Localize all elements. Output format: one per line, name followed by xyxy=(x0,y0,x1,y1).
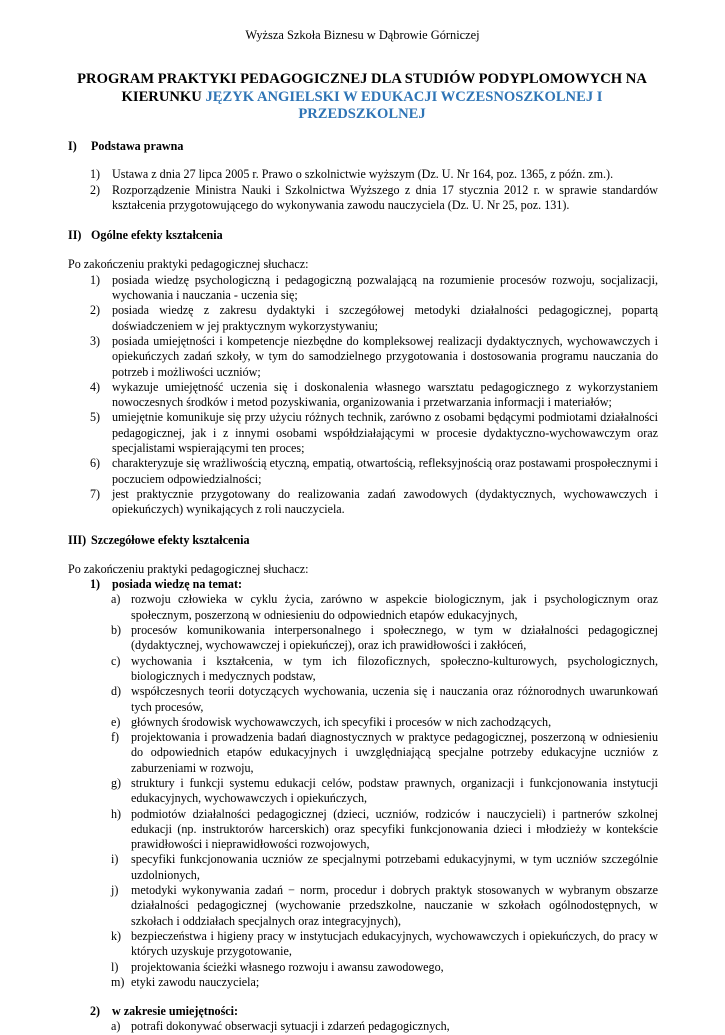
item-letter: f) xyxy=(111,730,120,745)
item-text: potrafi dokonywać obserwacji sytuacji i zdarzeń pedagogicznych, xyxy=(131,1019,450,1034)
general-outcomes-list xyxy=(68,273,658,518)
list-item xyxy=(90,487,658,518)
item-letter: e) xyxy=(111,714,121,729)
list-item xyxy=(90,334,658,380)
section-title: Podstawa prawna xyxy=(91,139,184,153)
list-item xyxy=(111,715,658,730)
section-heading xyxy=(68,228,658,243)
item-number: 7) xyxy=(90,486,101,501)
item-letter: c) xyxy=(111,653,121,668)
item-text: etyki zawodu nauczyciela; xyxy=(131,974,260,989)
list-item xyxy=(111,960,658,975)
item-letter: d) xyxy=(111,684,122,699)
section-intro: Po zakończeniu praktyki pedagogicznej słuchacz: xyxy=(68,561,309,576)
subsection-heading xyxy=(68,1004,658,1019)
list-item xyxy=(90,273,658,304)
item-letter: l) xyxy=(111,959,119,974)
list-item xyxy=(111,730,658,776)
item-letter: h) xyxy=(111,806,122,821)
item-text: projektowania i prowadzenia badań diagnostycznych w praktyce pedagogicznej, poszerzoną w odniesieniu do odpowiednich etapów edukacyjnych i uwzględniającą specjalne potrzeby edukacyjne uczniów z zaburzeniami w rozwoju, xyxy=(131,730,658,775)
list-item xyxy=(90,456,658,487)
item-text: posiada wiedzę psychologiczną i pedagogiczną pozwalającą na rozumienie procesów rozwoju, socjalizacji, wychowania i nauczania - uczenia się; xyxy=(112,272,658,303)
item-text: Rozporządzenie Ministra Nauki i Szkolnictwa Wyższego z dnia 17 stycznia 2012 r. w sprawie standardów kształcenia przygotowującego do wykonywania zawodu nauczyciela (Dz. U. Nr 25, poz. 131). xyxy=(112,182,658,212)
section-title: Ogólne efekty kształcenia xyxy=(91,228,223,243)
document-body xyxy=(68,139,658,1035)
item-text: rozwoju człowieka w cyklu życia, zarówno w aspekcie biologicznym, jak i psychologicznym oraz społecznym, poszerzoną w odniesieniu do odpowiednich etapów edukacyjnych, xyxy=(131,592,658,622)
list-item xyxy=(111,684,658,715)
list-item xyxy=(111,852,658,883)
list-item xyxy=(111,623,658,654)
subsection-title: posiada wiedzę na temat: xyxy=(112,577,242,592)
knowledge-list xyxy=(68,592,658,990)
item-text: bezpieczeństwa i higieny pracy w instytucjach edukacyjnych, wychowawczych i opiekuńczych, do pracy w których uzyskuje przygotowanie, xyxy=(131,928,658,959)
list-item xyxy=(111,929,658,960)
list-item xyxy=(111,654,658,685)
section-heading xyxy=(68,139,658,154)
item-number: 4) xyxy=(90,379,101,394)
item-number: 2) xyxy=(90,303,101,318)
list-item xyxy=(90,183,658,214)
item-text: wykazuje umiejętność uczenia się i doskonalenia własnego warsztatu pedagogicznego z wykorzystaniem nowoczesnych środków i metod pozyskiwania, organizowania i przetwarzania informacji i materiałów; xyxy=(112,379,658,410)
item-letter: j) xyxy=(111,883,119,898)
item-text: umiejętnie komunikuje się przy użyciu różnych technik, zarówno z osobami będącymi podmiotami działalności pedagogicznej, jak i z innymi osobami współdziałającymi w procesie dydaktyczno-wychowawczym oraz specjalistami wspierającymi ten proces; xyxy=(112,410,658,456)
item-text: wychowania i kształcenia, w tym ich filozoficznych, społeczno-kulturowych, psychologicznych, biologicznych i medycznych podstaw, xyxy=(131,653,658,683)
subsection-heading xyxy=(68,577,658,592)
item-letter: a) xyxy=(111,592,121,607)
item-letter: k) xyxy=(111,928,122,943)
section-number: II) xyxy=(68,228,82,243)
title-highlight: JĘZYK ANGIELSKI W EDUKACJI WCZESNOSZKOLNEJ I PRZEDSZKOLNEJ xyxy=(205,88,603,123)
item-text: Ustawa z dnia 27 lipca 2005 r. Prawo o szkolnictwie wyższym (Dz. U. Nr 164, poz. 1365, z późn. zm.). xyxy=(112,167,614,182)
item-text: metodyki wykonywania zadań − norm, procedur i dobrych praktyk stosowanych w wybranym obszarze działalności pedagogicznej (wychowanie przedszkolne, nauczanie w szkołach ogólnodostępnych, w szkołach i oddziałach specjalnych oraz integracyjnych), xyxy=(131,883,658,928)
section-heading xyxy=(68,533,658,548)
section-intro: Po zakończeniu praktyki pedagogicznej słuchacz: xyxy=(68,257,309,272)
item-text: procesów komunikowania interpersonalnego i społecznego, w tym w działalności pedagogicznej (dydaktycznej, wychowawczej i opiekuńczej), oraz ich prawidłowości i zakłóceń, xyxy=(131,623,658,653)
list-item xyxy=(90,410,658,456)
item-text: struktury i funkcji systemu edukacji celów, podstaw prawnych, organizacji i funkcjonowania instytucji edukacyjnych, wychowawczych i opiekuńczych, xyxy=(131,775,658,806)
subsection-number: 2) xyxy=(90,1004,101,1019)
page-header: Wyższa Szkoła Biznesu w Dąbrowie Górniczej xyxy=(245,28,480,42)
list-item xyxy=(111,592,658,623)
section-title: Szczegółowe efekty kształcenia xyxy=(91,532,250,547)
item-text: posiada umiejętności i kompetencje niezbędne do kompleksowej realizacji dydaktycznych, wychowawczych i opiekuńczych zadań szkoły, w tym do samodzielnego przygotowania i dostosowania programu nauczania do potrzeb i możliwości uczniów; xyxy=(112,333,658,379)
list-item xyxy=(111,776,658,807)
title-prefix: KIERUNKU xyxy=(121,88,206,105)
item-text: charakteryzuje się wrażliwością etyczną, empatią, otwartością, refleksyjnością oraz postawami prospołecznymi i poczuciem odpowiedzialności; xyxy=(112,456,658,486)
item-number: 5) xyxy=(90,410,101,425)
skills-list xyxy=(68,1019,658,1034)
list-item xyxy=(111,1019,658,1034)
item-letter: g) xyxy=(111,775,122,790)
section-number: I) xyxy=(68,139,77,153)
list-item xyxy=(90,303,658,334)
item-text: specyfiki funkcjonowania uczniów ze specjalnymi potrzebami edukacyjnymi, w tym uczniów szczególnie uzdolnionych, xyxy=(131,852,658,882)
item-text: posiada wiedzę z zakresu dydaktyki i szczegółowej metodyki działalności pedagogicznej, popartą doświadczeniem w jej praktycznym wykorzystywaniu; xyxy=(112,303,658,333)
item-letter: b) xyxy=(111,623,122,638)
item-text: projektowania ścieżki własnego rozwoju i awansu zawodowego, xyxy=(131,959,444,974)
list-item xyxy=(111,807,658,853)
item-letter: i) xyxy=(111,852,119,867)
subsection-title: w zakresie umiejętności: xyxy=(112,1004,239,1019)
legal-basis-list xyxy=(68,167,658,213)
section-number: III) xyxy=(68,532,87,547)
item-number: 1) xyxy=(90,167,101,182)
list-item xyxy=(111,883,658,929)
list-item xyxy=(90,380,658,411)
title-line-2 xyxy=(62,89,662,124)
item-text: podmiotów działalności pedagogicznej (dzieci, uczniów, rodziców i nauczycieli) i partnerów szkolnej edukacji (np. instruktorów harcerskich) oraz specyfiki funkcjonowania dzieci i młodzieży w kontekście prawidłowości i nieprawidłowości rozwojowych, xyxy=(131,806,658,852)
item-number: 6) xyxy=(90,456,101,471)
item-text: głównych środowisk wychowawczych, ich specyfiki i procesów w nich zachodzących, xyxy=(131,714,552,729)
item-letter: a) xyxy=(111,1019,121,1034)
item-letter: m) xyxy=(111,974,125,989)
list-item xyxy=(111,975,658,990)
item-text: jest praktycznie przygotowany do realizowania zadań zawodowych (dydaktycznych, wychowawczych i opiekuńczych) wynikających z roli nauczyciela. xyxy=(112,486,658,517)
list-item xyxy=(90,167,658,182)
title-line-1: PROGRAM PRAKTYKI PEDAGOGICZNEJ DLA STUDIÓW PODYPLOMOWYCH NA xyxy=(77,71,647,87)
item-number: 2) xyxy=(90,182,101,197)
item-number: 3) xyxy=(90,333,101,348)
document-title xyxy=(62,71,662,124)
item-text: współczesnych teorii dotyczących wychowania, uczenia się i nauczania oraz różnorodnych uwarunkowań tych procesów, xyxy=(131,684,658,714)
subsection-number: 1) xyxy=(90,577,101,592)
item-number: 1) xyxy=(90,272,101,287)
